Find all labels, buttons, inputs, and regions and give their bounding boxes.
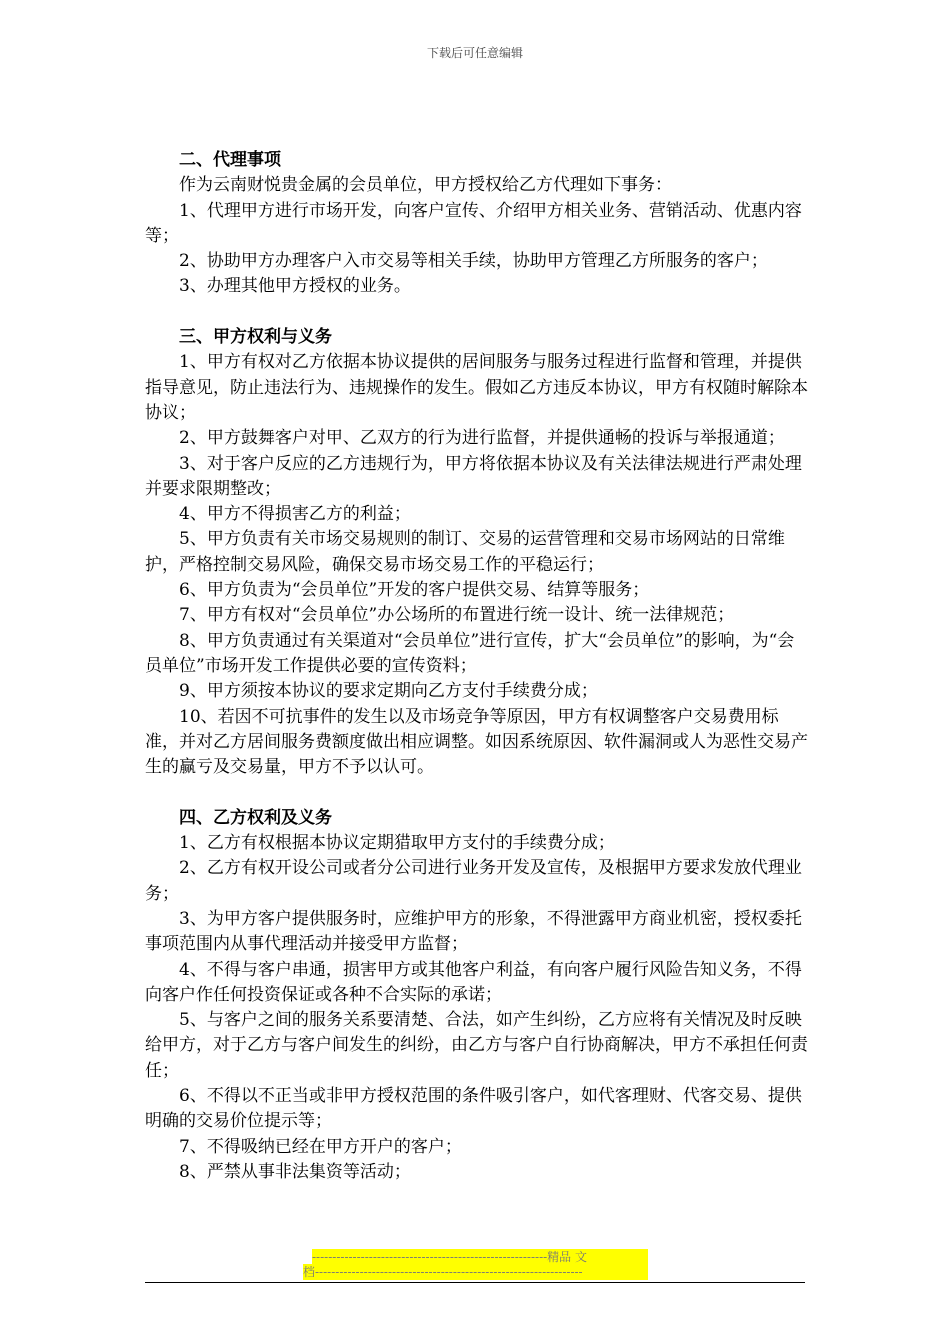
section-party-a-rights: [145, 325, 810, 780]
paragraph: 1、甲方有权对乙方依据本协议提供的居间服务与服务过程进行监督和管理，并提供指导意见，防止违法行为、违规操作的发生。假如乙方违反本协议，甲方有权随时解除本协议；: [145, 352, 808, 423]
paragraph: 8、甲方负责通过有关渠道对“会员单位”进行宣传，扩大“会员单位”的影响，为“会员单位”市场开发工作提供必要的宣传资料；: [145, 630, 795, 676]
paragraph: 10、若因不可抗事件的发生以及市场竞争等原因，甲方有权调整客户交易费用标准，并对乙方居间服务费额度做出相应调整。如因系统原因、软件漏洞或人为恶性交易产生的赢亏及交易量，甲方不予以认可。: [145, 706, 808, 778]
paragraph: 4、不得与客户串通，损害甲方或其他客户利益，有向客户履行风险告知义务，不得向客户作任何投资保证或各种不合实际的承诺；: [145, 959, 802, 1005]
paragraph: 作为云南财悦贵金属的会员单位，甲方授权给乙方代理如下事务：: [179, 175, 672, 196]
paragraph: 1、代理甲方进行市场开发，向客户宣传、介绍甲方相关业务、营销活动、优惠内容等；: [145, 200, 802, 246]
paragraph: 6、不得以不正当或非甲方授权范围的条件吸引客户，如代客理财、代客交易、提供明确的交易价位提示等；: [145, 1085, 802, 1132]
paragraph: 8、严禁从事非法集资等活动；: [179, 1161, 411, 1182]
paragraph: 9、甲方须按本协议的要求定期向乙方支付手续费分成；: [179, 681, 598, 702]
paragraph: 2、乙方有权开设公司或者分公司进行业务开发及宣传，及根据甲方要求发放代理业务；: [145, 858, 802, 904]
footer-watermark-line-2: 档------------------------------------------------------------------: [303, 1264, 648, 1280]
footer-watermark-line-1: ----------------------------------------------------------精品 文: [312, 1249, 648, 1265]
page-header: 下载后可任意编辑: [426, 46, 523, 60]
section-title: 四、乙方权利及义务: [179, 807, 332, 828]
paragraph: 7、不得吸纳已经在甲方开户的客户；: [179, 1136, 462, 1157]
paragraph: 7、甲方有权对“会员单位”办公场所的布置进行统一设计、统一法律规范；: [179, 605, 735, 626]
paragraph: 3、为甲方客户提供服务时，应维护甲方的形象，不得泄露甲方商业机密，授权委托事项范围内从事代理活动并接受甲方监督；: [145, 908, 802, 955]
paragraph: 5、与客户之间的服务关系要清楚、合法，如产生纠纷，乙方应将有关情况及时反映给甲方，对于乙方与客户间发生的纠纷，由乙方与客户自行协商解决，甲方不承担任何责任；: [145, 1010, 808, 1081]
section-title: 三、甲方权利与义务: [179, 327, 332, 348]
section-party-b-rights: [145, 806, 810, 1185]
section-agency-matters: [145, 148, 810, 300]
paragraph: 5、甲方负责有关市场交易规则的制订、交易的运营管理和交易市场网站的日常维护，严格控制交易风险，确保交易市场交易工作的平稳运行；: [145, 529, 785, 575]
paragraph: 6、甲方负责为“会员单位”开发的客户提供交易、结算等服务；: [179, 580, 650, 601]
paragraph: 4、甲方不得损害乙方的利益；: [179, 504, 411, 525]
document-body: [145, 148, 810, 1185]
footer-divider: [145, 1282, 805, 1283]
section-title: 二、代理事项: [179, 150, 281, 170]
paragraph: 3、办理其他甲方授权的业务。: [179, 276, 411, 297]
paragraph: 3、对于客户反应的乙方违规行为，甲方将依据本协议及有关法律法规进行严肃处理并要求限期整改；: [145, 453, 802, 499]
paragraph: 2、甲方鼓舞客户对甲、乙双方的行为进行监督，并提供通畅的投诉与举报通道；: [179, 428, 785, 449]
paragraph: 2、协助甲方办理客户入市交易等相关手续，协助甲方管理乙方所服务的客户；: [179, 251, 768, 272]
paragraph: 1、乙方有权根据本协议定期猎取甲方支付的手续费分成；: [179, 833, 615, 854]
